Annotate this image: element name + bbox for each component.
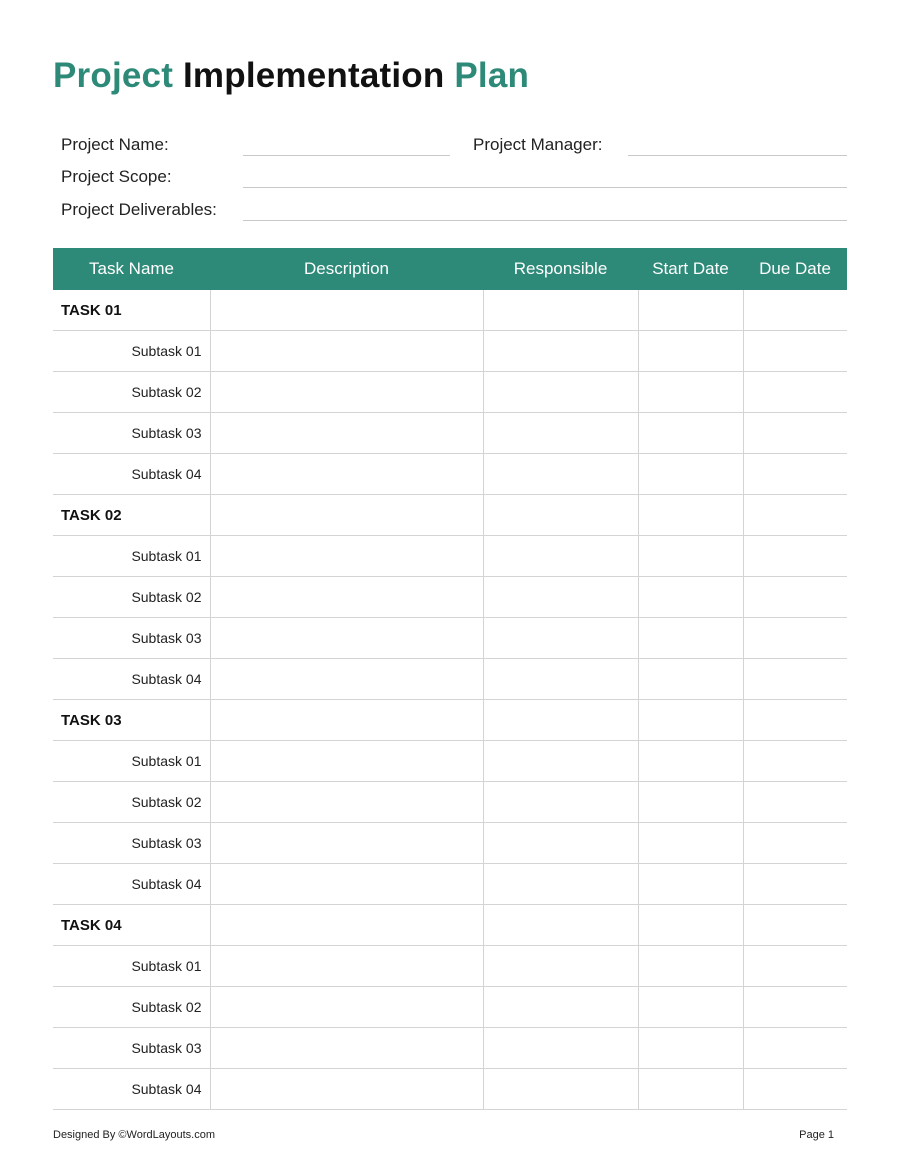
project-manager-field[interactable] (628, 155, 847, 156)
subtask-name-cell: Subtask 03 (53, 413, 210, 454)
task-name-cell: TASK 02 (53, 495, 210, 536)
table-body (53, 290, 847, 1110)
start-date-cell[interactable] (638, 536, 743, 577)
project-deliverables-field[interactable] (243, 220, 847, 221)
due-date-cell[interactable] (743, 782, 847, 823)
due-date-cell[interactable] (743, 1028, 847, 1069)
start-date-cell[interactable] (638, 987, 743, 1028)
project-scope-label: Project Scope: (61, 167, 172, 186)
subtask-row (53, 454, 847, 495)
description-cell[interactable] (210, 331, 483, 372)
responsible-cell[interactable] (483, 1028, 638, 1069)
subtask-name-cell: Subtask 01 (53, 331, 210, 372)
header-description: Description (210, 248, 483, 290)
subtask-row (53, 864, 847, 905)
description-cell[interactable] (210, 864, 483, 905)
subtask-row (53, 577, 847, 618)
description-cell[interactable] (210, 372, 483, 413)
subtask-row (53, 782, 847, 823)
project-deliverables-label: Project Deliverables: (61, 200, 217, 219)
subtask-row (53, 372, 847, 413)
start-date-cell[interactable] (638, 741, 743, 782)
responsible-cell[interactable] (483, 823, 638, 864)
due-date-cell[interactable] (743, 413, 847, 454)
project-manager-label: Project Manager: (473, 135, 603, 154)
header-task-name: Task Name (53, 248, 210, 290)
description-cell[interactable] (210, 700, 483, 741)
start-date-cell[interactable] (638, 782, 743, 823)
start-date-cell[interactable] (638, 331, 743, 372)
subtask-name-cell: Subtask 02 (53, 782, 210, 823)
description-cell[interactable] (210, 782, 483, 823)
task-row (53, 495, 847, 536)
task-row (53, 290, 847, 331)
subtask-name-cell: Subtask 02 (53, 372, 210, 413)
subtask-row (53, 946, 847, 987)
task-name-cell: TASK 01 (53, 290, 210, 331)
due-date-cell[interactable] (743, 823, 847, 864)
start-date-cell[interactable] (638, 495, 743, 536)
responsible-cell[interactable] (483, 659, 638, 700)
start-date-cell[interactable] (638, 905, 743, 946)
header-start-date: Start Date (638, 248, 743, 290)
subtask-row (53, 823, 847, 864)
subtask-name-cell: Subtask 01 (53, 741, 210, 782)
responsible-cell[interactable] (483, 454, 638, 495)
subtask-name-cell: Subtask 04 (53, 454, 210, 495)
description-cell[interactable] (210, 577, 483, 618)
subtask-name-cell: Subtask 03 (53, 823, 210, 864)
subtask-name-cell: Subtask 01 (53, 946, 210, 987)
task-row (53, 905, 847, 946)
due-date-cell[interactable] (743, 1069, 847, 1110)
project-scope-field[interactable] (243, 187, 847, 188)
due-date-cell[interactable] (743, 946, 847, 987)
start-date-cell[interactable] (638, 577, 743, 618)
description-cell[interactable] (210, 659, 483, 700)
subtask-row (53, 536, 847, 577)
due-date-cell[interactable] (743, 454, 847, 495)
start-date-cell[interactable] (638, 454, 743, 495)
description-cell[interactable] (210, 1028, 483, 1069)
subtask-row (53, 1069, 847, 1110)
task-name-cell: TASK 03 (53, 700, 210, 741)
start-date-cell[interactable] (638, 700, 743, 741)
start-date-cell[interactable] (638, 1028, 743, 1069)
task-row (53, 700, 847, 741)
due-date-cell[interactable] (743, 372, 847, 413)
subtask-name-cell: Subtask 01 (53, 536, 210, 577)
due-date-cell[interactable] (743, 987, 847, 1028)
due-date-cell[interactable] (743, 741, 847, 782)
description-cell[interactable] (210, 495, 483, 536)
responsible-cell[interactable] (483, 536, 638, 577)
description-cell[interactable] (210, 536, 483, 577)
start-date-cell[interactable] (638, 864, 743, 905)
description-cell[interactable] (210, 741, 483, 782)
due-date-cell[interactable] (743, 331, 847, 372)
header-responsible: Responsible (483, 248, 638, 290)
subtask-name-cell: Subtask 02 (53, 987, 210, 1028)
subtask-row (53, 618, 847, 659)
due-date-cell[interactable] (743, 618, 847, 659)
start-date-cell[interactable] (638, 1069, 743, 1110)
due-date-cell[interactable] (743, 536, 847, 577)
start-date-cell[interactable] (638, 290, 743, 331)
footer-credit: Designed By ©WordLayouts.com (53, 1129, 215, 1141)
subtask-name-cell: Subtask 04 (53, 864, 210, 905)
responsible-cell[interactable] (483, 413, 638, 454)
subtask-row (53, 659, 847, 700)
description-cell[interactable] (210, 454, 483, 495)
description-cell[interactable] (210, 290, 483, 331)
task-name-cell: TASK 04 (53, 905, 210, 946)
due-date-cell[interactable] (743, 864, 847, 905)
subtask-name-cell: Subtask 03 (53, 618, 210, 659)
responsible-cell[interactable] (483, 577, 638, 618)
implementation-plan-table (53, 248, 847, 1110)
due-date-cell[interactable] (743, 290, 847, 331)
due-date-cell[interactable] (743, 905, 847, 946)
responsible-cell[interactable] (483, 864, 638, 905)
description-cell[interactable] (210, 413, 483, 454)
description-cell[interactable] (210, 1069, 483, 1110)
subtask-name-cell: Subtask 02 (53, 577, 210, 618)
start-date-cell[interactable] (638, 823, 743, 864)
subtask-row (53, 331, 847, 372)
responsible-cell[interactable] (483, 495, 638, 536)
description-cell[interactable] (210, 987, 483, 1028)
description-cell[interactable] (210, 905, 483, 946)
project-name-label: Project Name: (61, 135, 169, 154)
subtask-name-cell: Subtask 04 (53, 1069, 210, 1110)
header-due-date: Due Date (743, 248, 847, 290)
subtask-row (53, 413, 847, 454)
start-date-cell[interactable] (638, 372, 743, 413)
title-word-project: Project (53, 56, 174, 95)
title-word-plan: Plan (454, 56, 530, 95)
start-date-cell[interactable] (638, 659, 743, 700)
responsible-cell[interactable] (483, 700, 638, 741)
title-word-implementation: Implementation (183, 56, 445, 95)
due-date-cell[interactable] (743, 700, 847, 741)
responsible-cell[interactable] (483, 372, 638, 413)
responsible-cell[interactable] (483, 905, 638, 946)
subtask-name-cell: Subtask 04 (53, 659, 210, 700)
description-cell[interactable] (210, 823, 483, 864)
page-title (53, 56, 529, 96)
responsible-cell[interactable] (483, 946, 638, 987)
project-name-field[interactable] (243, 155, 450, 156)
due-date-cell[interactable] (743, 659, 847, 700)
responsible-cell[interactable] (483, 987, 638, 1028)
due-date-cell[interactable] (743, 495, 847, 536)
start-date-cell[interactable] (638, 946, 743, 987)
responsible-cell[interactable] (483, 1069, 638, 1110)
subtask-row (53, 1028, 847, 1069)
description-cell[interactable] (210, 618, 483, 659)
responsible-cell[interactable] (483, 331, 638, 372)
description-cell[interactable] (210, 946, 483, 987)
subtask-name-cell: Subtask 03 (53, 1028, 210, 1069)
page-number: Page 1 (799, 1129, 834, 1141)
start-date-cell[interactable] (638, 413, 743, 454)
responsible-cell[interactable] (483, 618, 638, 659)
table-header-row (53, 248, 847, 290)
responsible-cell[interactable] (483, 782, 638, 823)
due-date-cell[interactable] (743, 577, 847, 618)
responsible-cell[interactable] (483, 741, 638, 782)
start-date-cell[interactable] (638, 618, 743, 659)
subtask-row (53, 987, 847, 1028)
responsible-cell[interactable] (483, 290, 638, 331)
subtask-row (53, 741, 847, 782)
